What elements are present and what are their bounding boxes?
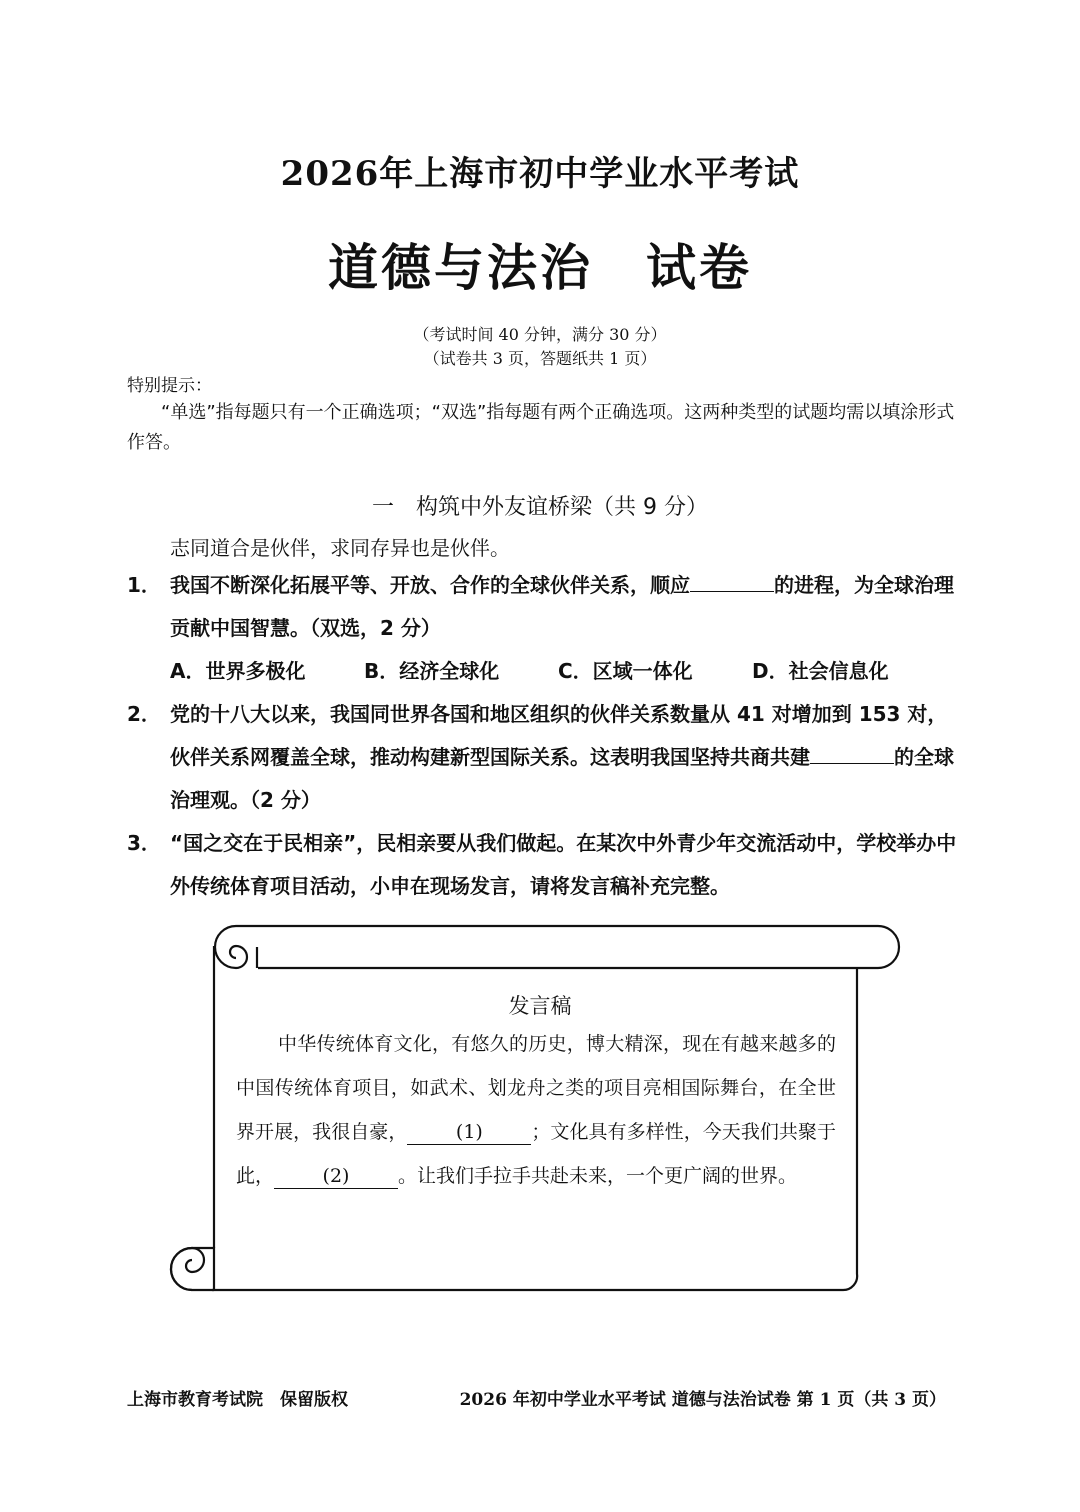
option-a: A．世界多极化	[170, 659, 306, 683]
footer-page-info: 2026 年初中学业水平考试 道德与法治试卷 第 1 页（共 3 页）	[459, 1390, 946, 1410]
pages-info: （试卷共 3 页，答题纸共 1 页）	[423, 349, 657, 368]
section-intro: 志同道合是伙伴，求同存异也是伙伴。	[170, 536, 510, 560]
question-text: 我国不断深化拓展平等、开放、合作的全球伙伴关系，顺应 的进程，为全球治理贡献中国智慧。（双选，2 分）	[170, 573, 954, 640]
section-title: 一 构筑中外友谊桥梁（共 9 分）	[372, 495, 708, 520]
time-info: （考试时间 40 分钟，满分 30 分）	[413, 325, 667, 344]
exam-title: 2026年上海市初中学业水平考试	[280, 154, 800, 194]
speech-blank-1: (1)	[407, 1120, 531, 1145]
option-b: B．经济全球化	[364, 659, 500, 683]
notice-body: “单选”指每题只有一个正确选项；“双选”指每题有两个正确选项。这两种类型的试题均需以填涂形式作答。	[127, 402, 955, 453]
subject-title: 道德与法治 试卷	[328, 239, 752, 297]
footer-copyright: 上海市教育考试院 保留版权	[127, 1390, 348, 1410]
question-number: 1．	[127, 573, 161, 597]
question-number: 2．	[127, 702, 161, 726]
question-text: “国之交在于民相亲”，民相亲要从我们做起。在某次中外青少年交流活动中，学校举办中外传统体育项目活动，小申在现场发言，请将发言稿补充完整。	[170, 831, 957, 898]
question-number: 3．	[127, 831, 161, 855]
question-text: 党的十八大以来，我国同世界各国和地区组织的伙伴关系数量从 41 对增加到 153 对，伙伴关系网覆盖全球，推动构建新型国际关系。这表明我国坚持共商共建 的全球治理观。（2 分）	[170, 702, 954, 812]
option-c: C．区域一体化	[558, 659, 693, 683]
speech-body: 中华传统体育文化，有悠久的历史，博大精深，现在有越来越多的中国传统体育项目，如武术、划龙舟之类的项目亮相国际舞台，在全世界开展，我很自豪， (1) ；文化具有多样性，今天我们共聚于此， (2) 。让我们手拉手共赴未来，一个更广阔的世界。	[236, 1033, 836, 1187]
option-d: D．社会信息化	[752, 659, 889, 683]
speech-blank-2: (2)	[274, 1164, 398, 1189]
speech-title: 发言稿	[508, 994, 572, 1018]
notice-heading: 特别提示：	[127, 376, 212, 396]
